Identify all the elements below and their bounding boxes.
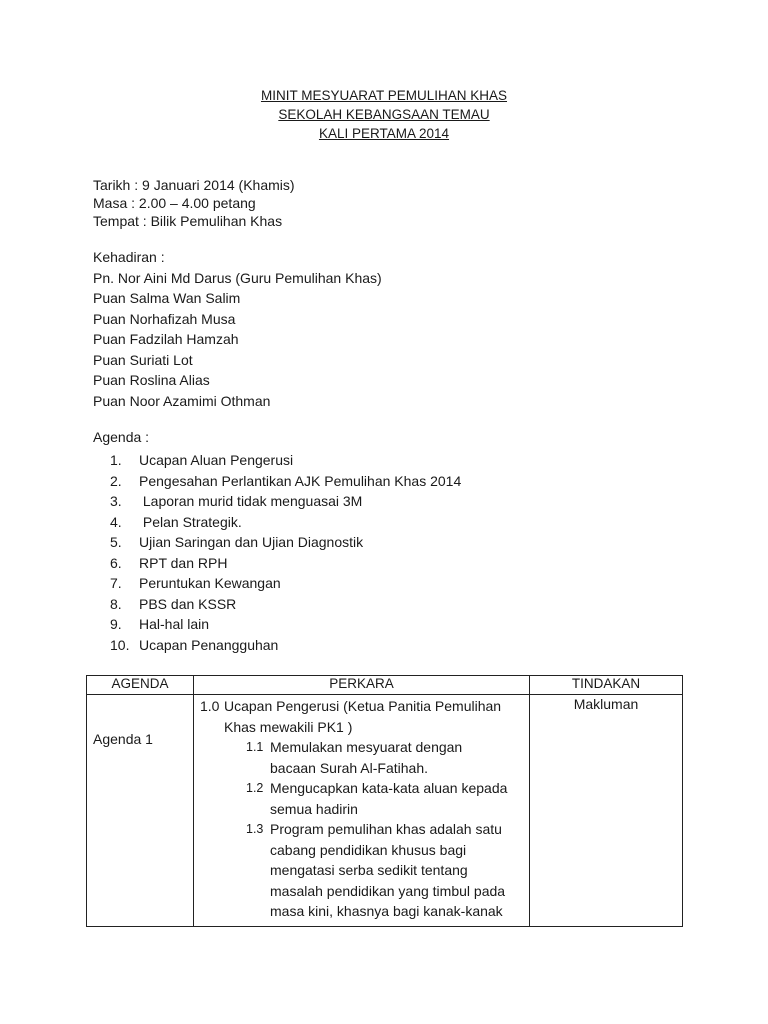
subitem-number: 1.3	[246, 822, 264, 836]
agenda-item-text: Laporan murid tidak menguasai 3M	[139, 493, 363, 509]
agenda-item	[110, 614, 461, 635]
attendee: Pn. Nor Aini Md Darus (Guru Pemulihan Khas)	[93, 269, 382, 286]
subitem-line: bacaan Surah Al-Fatihah.	[270, 759, 428, 776]
meeting-venue: Tempat : Bilik Pemulihan Khas	[93, 213, 283, 229]
agenda-item-number: 3.	[110, 493, 122, 509]
agenda-item-text: Ujian Saringan dan Ujian Diagnostik	[139, 534, 364, 550]
item-title	[224, 696, 501, 737]
agenda-item-text: PBS dan KSSR	[139, 595, 237, 612]
column-header-agenda: AGENDA	[87, 676, 194, 695]
perkara-cell	[194, 695, 530, 927]
agenda-item-text: Ucapan Penangguhan	[139, 636, 279, 653]
subitem-line: cabang pendidikan khusus bagi	[270, 841, 467, 858]
agenda-item-text: Ucapan Aluan Pengerusi	[139, 452, 294, 468]
tindakan-cell: Makluman	[530, 695, 683, 927]
agenda-item-text: Pelan Strategik.	[139, 513, 242, 530]
subitem-text	[270, 819, 505, 922]
subitem-line: Mengucapkan kata-kata aluan kepada	[270, 780, 508, 796]
agenda-item-number: 8.	[110, 595, 122, 612]
agenda-item	[110, 450, 461, 471]
attendee: Puan Noor Azamimi Othman	[93, 392, 271, 409]
subitem-text	[270, 737, 462, 778]
agenda-item-text: Peruntukan Kewangan	[139, 575, 281, 591]
title-line-3: KALI PERTAMA 2014	[318, 126, 450, 141]
column-header-tindakan: TINDAKAN	[530, 676, 683, 695]
agenda-item	[110, 491, 461, 512]
agenda-item-number: 4.	[110, 513, 122, 530]
agenda-item	[110, 635, 461, 656]
item-title-line: Khas mewakili PK1 )	[224, 718, 353, 735]
item-heading	[200, 696, 525, 737]
attendee: Puan Suriati Lot	[93, 351, 193, 368]
attendee: Puan Roslina Alias	[93, 372, 210, 388]
table-row	[87, 695, 683, 927]
agenda-list	[110, 450, 461, 655]
subitem-text	[270, 778, 507, 819]
meeting-date: Tarikh : 9 Januari 2014 (Khamis)	[93, 177, 295, 193]
agenda-item-text: RPT dan RPH	[139, 554, 228, 571]
document-title	[0, 86, 768, 143]
agenda-item-number: 7.	[110, 575, 122, 591]
agenda-item-number: 9.	[110, 616, 122, 632]
agenda-item	[110, 594, 461, 615]
agenda-item-number: 5.	[110, 534, 122, 550]
attendance-heading: Kehadiran :	[93, 249, 165, 265]
meeting-details	[93, 176, 295, 230]
agenda-item-text: Pengesahan Perlantikan AJK Pemulihan Khas 2014	[139, 472, 462, 489]
subitem-number: 1.1	[246, 740, 264, 754]
agenda-item	[110, 471, 461, 492]
subitem-line: masa kini, khasnya bagi kanak-kanak	[270, 903, 503, 919]
meeting-time: Masa : 2.00 – 4.00 petang	[93, 195, 256, 211]
subitem-line: Program pemulihan khas adalah satu	[270, 821, 502, 837]
subitem-line: mengatasi serba sedikit tentang	[270, 862, 468, 878]
subitem-line: Memulakan mesyuarat dengan	[270, 739, 463, 755]
subitem-line: semua hadirin	[270, 800, 358, 817]
item-title-line: Ucapan Pengerusi (Ketua Panitia Pemulihan	[224, 698, 502, 714]
subitem-line: masalah pendidikan yang timbul pada	[270, 882, 506, 899]
title-line-2: SEKOLAH KEBANGSAAN TEMAU	[278, 107, 490, 122]
agenda-item	[110, 512, 461, 533]
subitem	[200, 819, 525, 922]
subitem	[200, 778, 525, 819]
agenda-item	[110, 573, 461, 594]
item-number: 1.0	[200, 698, 220, 714]
agenda-item-text: Hal-hal lain	[139, 616, 210, 632]
agenda-item-number: 2.	[110, 472, 122, 489]
attendance-section	[93, 247, 382, 411]
agenda-heading: Agenda :	[93, 429, 150, 445]
attendee: Puan Fadzilah Hamzah	[93, 331, 239, 347]
subitem	[200, 737, 525, 778]
subitem-number: 1.2	[246, 781, 264, 795]
agenda-item-number: 1.	[110, 452, 122, 468]
minutes-table	[86, 675, 683, 927]
agenda-item	[110, 532, 461, 553]
title-line-1: MINIT MESYUARAT PEMULIHAN KHAS	[260, 88, 508, 103]
attendee: Puan Salma Wan Salim	[93, 290, 241, 306]
column-header-perkara: PERKARA	[194, 676, 530, 695]
agenda-item-number: 10.	[110, 636, 130, 653]
attendee: Puan Norhafizah Musa	[93, 310, 236, 327]
agenda-item-number: 6.	[110, 554, 122, 571]
table-header-row	[87, 676, 683, 695]
agenda-item	[110, 553, 461, 574]
agenda-cell: Agenda 1	[87, 695, 194, 927]
